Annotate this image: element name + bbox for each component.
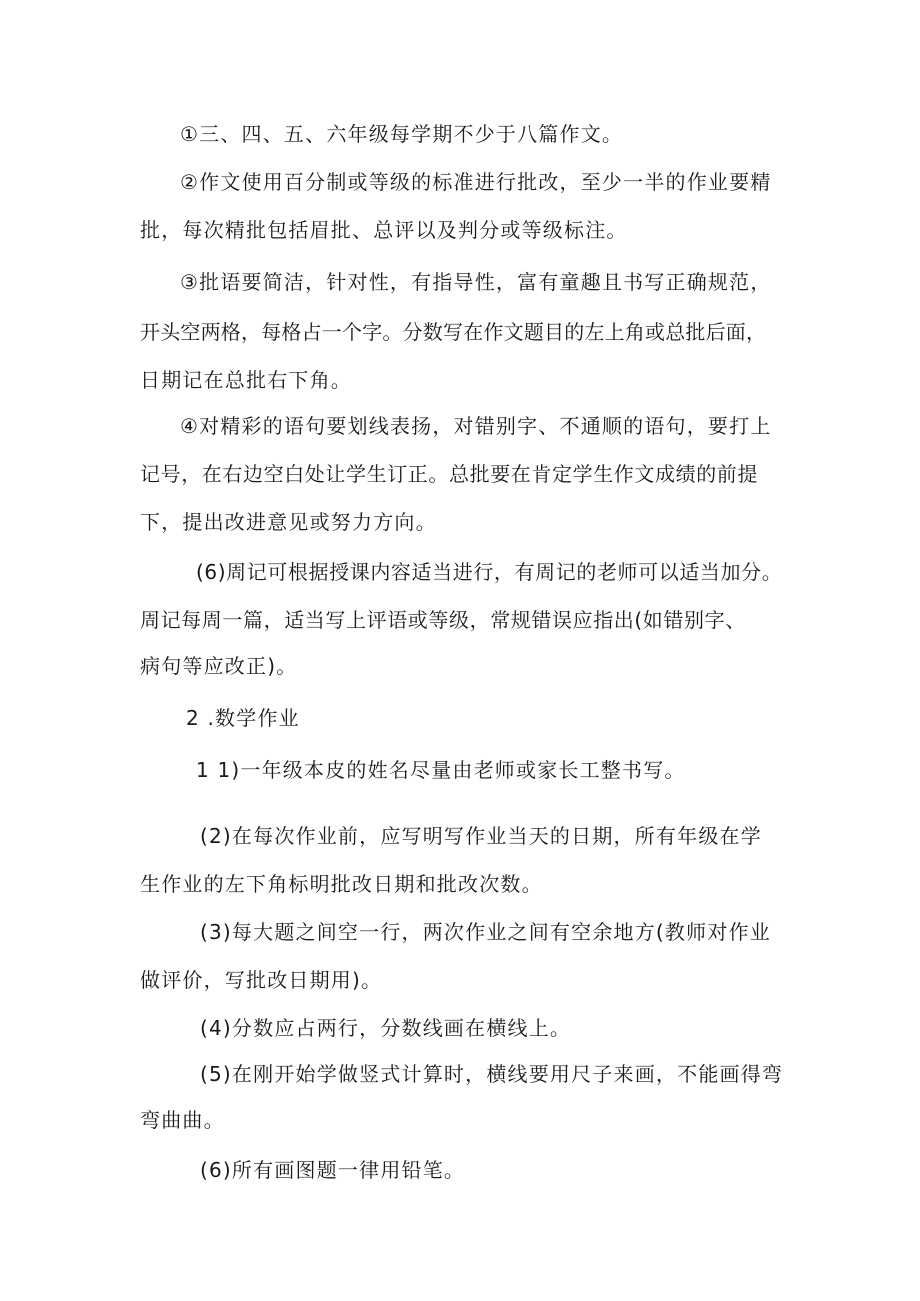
text-line: (2)在每次作业前，应写明写作业当天的日期，所有年级在学 [200,824,762,848]
text-line: 生作业的左下角标明批改日期和批改次数。 [140,872,543,896]
text-line: 下，提出改进意见或努力方向。 [140,510,437,534]
text-line: ③批语要简洁，针对性，有指导性，富有童趣且书写正确规范， [180,270,772,294]
text-line: 记号，在右边空白处让学生订正。总批要在肯定学生作文成绩的前提 [140,462,758,486]
text-line: 弯曲曲。 [140,1108,225,1132]
text-line: 做评价，写批改日期用)。 [140,968,383,992]
text-line: (6)周记可根据授课内容适当进行，有周记的老师可以适当加分。 [196,560,783,584]
text-line: 日期记在总批右下角。 [140,368,352,392]
text-line: 周记每周一篇，适当写上评语或等级，常规错误应指出(如错别字、 [140,608,746,632]
text-line: ②作文使用百分制或等级的标准进行批改，至少一半的作业要精 [180,170,772,194]
text-line: (3)每大题之间空一行，两次作业之间有空余地方(教师对作业 [200,920,771,944]
text-line: (6)所有画图题一律用铅笔。 [200,1158,466,1182]
section-heading: 2 .数学作业 [186,706,300,730]
text-line: (5)在刚开始学做竖式计算时，横线要用尺子来画，不能画得弯 [200,1062,784,1086]
text-line: 病句等应改正)。 [140,654,298,678]
text-line: ④对精彩的语句要划线表扬，对错别字、不通顺的语句，要打上 [180,414,772,438]
text-line: 开头空两格，每格占一个字。分数写在作文题目的左上角或总批后面， [140,320,767,344]
text-line: 1 1)一年级本皮的姓名尽量由老师或家长工整书写。 [196,758,686,782]
text-line: 批，每次精批包括眉批、总评以及判分或等级标注。 [140,218,628,242]
text-line: ①三、四、五、六年级每学期不少于八篇作文。 [180,122,624,146]
text-line: (4)分数应占两行，分数线画在横线上。 [200,1016,572,1040]
